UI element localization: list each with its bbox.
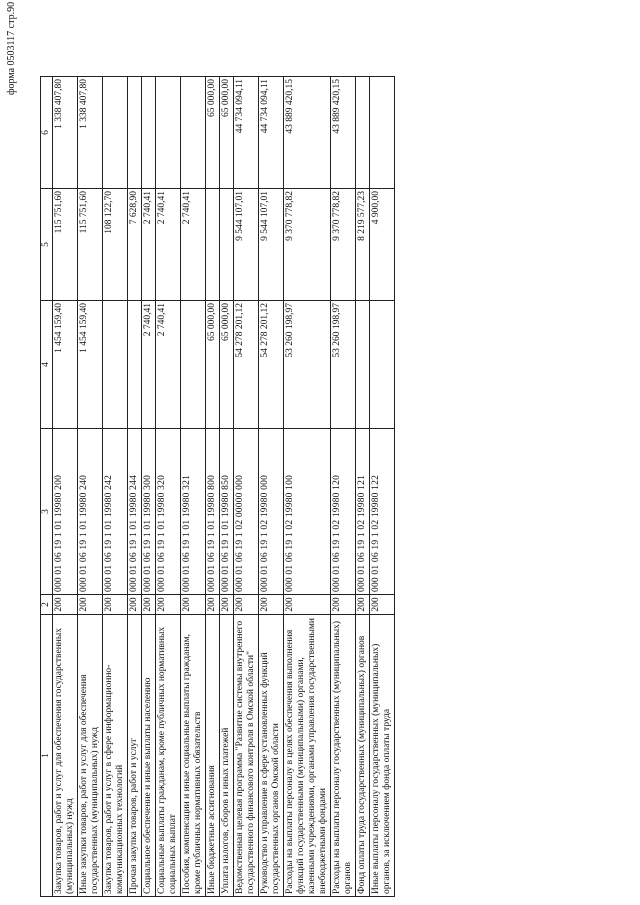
row-name-cell: Иные бюджетные ассигнования bbox=[206, 615, 220, 897]
line-code-cell: 200 bbox=[156, 595, 181, 615]
row-name-cell: Иные закупки товаров, работ и услуг для обеспечения государственных (муниципальных) нужд bbox=[78, 615, 103, 897]
executed-amount-cell: 9 544 107,01 bbox=[259, 189, 284, 301]
approved-amount-cell bbox=[356, 301, 370, 429]
table-row bbox=[142, 77, 156, 897]
approved-amount-cell: 54 278 201,12 bbox=[259, 301, 284, 429]
line-code-cell: 200 bbox=[53, 595, 78, 615]
table-row bbox=[103, 77, 128, 897]
executed-amount-cell: 115 751,60 bbox=[78, 189, 103, 301]
budget-table bbox=[40, 76, 395, 897]
column-header: 6 bbox=[41, 77, 53, 189]
table-row bbox=[220, 77, 234, 897]
budget-code-cell: 000 01 06 19 1 02 19980 100 bbox=[284, 429, 331, 595]
row-name-cell: Закупка товаров, работ и услуг для обеспечения государственных (муниципальных) нужд bbox=[53, 615, 78, 897]
approved-amount-cell bbox=[181, 301, 206, 429]
budget-code-cell: 000 01 06 19 1 02 19980 000 bbox=[259, 429, 284, 595]
unexecuted-amount-cell: 65 000,00 bbox=[220, 77, 234, 189]
line-code-cell: 200 bbox=[181, 595, 206, 615]
executed-amount-cell: 2 740,41 bbox=[181, 189, 206, 301]
unexecuted-amount-cell bbox=[181, 77, 206, 189]
budget-code-cell: 000 01 06 19 1 01 19980 240 bbox=[78, 429, 103, 595]
approved-amount-cell bbox=[370, 301, 395, 429]
column-header: 3 bbox=[41, 429, 53, 595]
executed-amount-cell: 7 628,90 bbox=[128, 189, 142, 301]
table-row bbox=[370, 77, 395, 897]
table-body bbox=[53, 77, 395, 897]
table-row bbox=[284, 77, 331, 897]
table-row bbox=[234, 77, 259, 897]
unexecuted-amount-cell: 65 000,00 bbox=[206, 77, 220, 189]
line-code-cell: 200 bbox=[142, 595, 156, 615]
row-name-cell: Расходы на выплаты персоналу государственных (муниципальных) органов bbox=[331, 615, 356, 897]
budget-code-cell: 000 01 06 19 1 01 19980 244 bbox=[128, 429, 142, 595]
budget-code-cell: 000 01 06 19 1 01 19980 200 bbox=[53, 429, 78, 595]
unexecuted-amount-cell bbox=[142, 77, 156, 189]
approved-amount-cell: 53 260 198,97 bbox=[284, 301, 331, 429]
line-code-cell: 200 bbox=[128, 595, 142, 615]
unexecuted-amount-cell: 1 338 407,80 bbox=[78, 77, 103, 189]
table-row bbox=[156, 77, 181, 897]
budget-code-cell: 000 01 06 19 1 01 19980 320 bbox=[156, 429, 181, 595]
line-code-cell: 200 bbox=[370, 595, 395, 615]
line-code-cell: 200 bbox=[259, 595, 284, 615]
line-code-cell: 200 bbox=[234, 595, 259, 615]
table-row bbox=[259, 77, 284, 897]
unexecuted-amount-cell: 43 889 420,15 bbox=[284, 77, 331, 189]
row-name-cell: Ведомственная целевая программа "Развитие системы внутреннего государственного финансового контроля в Омской области" bbox=[234, 615, 259, 897]
row-name-cell: Фонд оплаты труда государственных (муниципальных) органов bbox=[356, 615, 370, 897]
approved-amount-cell: 65 000,00 bbox=[220, 301, 234, 429]
executed-amount-cell: 9 370 778,82 bbox=[284, 189, 331, 301]
executed-amount-cell bbox=[220, 189, 234, 301]
budget-code-cell: 000 01 06 19 1 02 19980 121 bbox=[356, 429, 370, 595]
budget-code-cell: 000 01 06 19 1 02 19980 122 bbox=[370, 429, 395, 595]
column-header: 4 bbox=[41, 301, 53, 429]
executed-amount-cell: 4 900,00 bbox=[370, 189, 395, 301]
budget-code-cell: 000 01 06 19 1 01 19980 800 bbox=[206, 429, 220, 595]
line-code-cell: 200 bbox=[103, 595, 128, 615]
unexecuted-amount-cell bbox=[156, 77, 181, 189]
row-name-cell: Пособия, компенсации и иные социальные выплаты гражданам, кроме публичных нормативных обязательств bbox=[181, 615, 206, 897]
row-name-cell: Руководство и управление в сфере установленных функций государственных органов Омской области bbox=[259, 615, 284, 897]
table-row bbox=[181, 77, 206, 897]
budget-code-cell: 000 01 06 19 1 01 19980 300 bbox=[142, 429, 156, 595]
approved-amount-cell: 65 000,00 bbox=[206, 301, 220, 429]
budget-code-cell: 000 01 06 19 1 01 19980 850 bbox=[220, 429, 234, 595]
unexecuted-amount-cell: 1 338 407,80 bbox=[53, 77, 78, 189]
line-code-cell: 200 bbox=[206, 595, 220, 615]
budget-code-cell: 000 01 06 19 1 01 19980 321 bbox=[181, 429, 206, 595]
row-name-cell: Расходы на выплаты персоналу в целях обеспечения выполнения функций государственными (муниципальными) органами, казенными учреждениями, органами управления государственными внебюджетными фондами bbox=[284, 615, 331, 897]
executed-amount-cell: 115 751,60 bbox=[53, 189, 78, 301]
column-header: 1 bbox=[41, 615, 53, 897]
form-label: форма 0503117 стр.90 bbox=[6, 1, 17, 95]
row-name-cell: Социальное обеспечение и иные выплаты населению bbox=[142, 615, 156, 897]
unexecuted-amount-cell bbox=[370, 77, 395, 189]
row-name-cell: Закупка товаров, работ и услуг в сфере информационно-коммуникационных технологий bbox=[103, 615, 128, 897]
line-code-cell: 200 bbox=[220, 595, 234, 615]
row-name-cell: Прочая закупка товаров, работ и услуг bbox=[128, 615, 142, 897]
approved-amount-cell: 53 260 198,97 bbox=[331, 301, 356, 429]
header-row bbox=[41, 77, 53, 897]
executed-amount-cell: 2 740,41 bbox=[156, 189, 181, 301]
executed-amount-cell: 9 544 107,01 bbox=[234, 189, 259, 301]
line-code-cell: 200 bbox=[284, 595, 331, 615]
row-name-cell: Уплата налогов, сборов и иных платежей bbox=[220, 615, 234, 897]
column-header: 5 bbox=[41, 189, 53, 301]
table-row bbox=[78, 77, 103, 897]
executed-amount-cell: 8 219 577,23 bbox=[356, 189, 370, 301]
unexecuted-amount-cell: 44 734 094,11 bbox=[259, 77, 284, 189]
unexecuted-amount-cell bbox=[128, 77, 142, 189]
unexecuted-amount-cell bbox=[356, 77, 370, 189]
executed-amount-cell: 108 122,70 bbox=[103, 189, 128, 301]
approved-amount-cell: 54 278 201,12 bbox=[234, 301, 259, 429]
row-name-cell: Социальные выплаты гражданам, кроме публичных нормативных социальных выплат bbox=[156, 615, 181, 897]
executed-amount-cell bbox=[206, 189, 220, 301]
table-row bbox=[356, 77, 370, 897]
executed-amount-cell: 9 370 778,82 bbox=[331, 189, 356, 301]
approved-amount-cell: 1 454 159,40 bbox=[78, 301, 103, 429]
line-code-cell: 200 bbox=[356, 595, 370, 615]
line-code-cell: 200 bbox=[78, 595, 103, 615]
line-code-cell: 200 bbox=[331, 595, 356, 615]
budget-code-cell: 000 01 06 19 1 01 19980 242 bbox=[103, 429, 128, 595]
table-row bbox=[128, 77, 142, 897]
table-row bbox=[331, 77, 356, 897]
row-name-cell: Иные выплаты персоналу государственных (муниципальных) органов, за исключением фонда оплаты труда bbox=[370, 615, 395, 897]
approved-amount-cell: 2 740,41 bbox=[156, 301, 181, 429]
approved-amount-cell bbox=[128, 301, 142, 429]
budget-code-cell: 000 01 06 19 1 02 19980 120 bbox=[331, 429, 356, 595]
unexecuted-amount-cell: 44 734 094,11 bbox=[234, 77, 259, 189]
approved-amount-cell: 1 454 159,40 bbox=[53, 301, 78, 429]
unexecuted-amount-cell: 43 889 420,15 bbox=[331, 77, 356, 189]
executed-amount-cell: 2 740,41 bbox=[142, 189, 156, 301]
approved-amount-cell: 2 740,41 bbox=[142, 301, 156, 429]
unexecuted-amount-cell bbox=[103, 77, 128, 189]
table-row bbox=[206, 77, 220, 897]
approved-amount-cell bbox=[103, 301, 128, 429]
column-header: 2 bbox=[41, 595, 53, 615]
table-row bbox=[53, 77, 78, 897]
budget-code-cell: 000 01 06 19 1 02 00000 000 bbox=[234, 429, 259, 595]
